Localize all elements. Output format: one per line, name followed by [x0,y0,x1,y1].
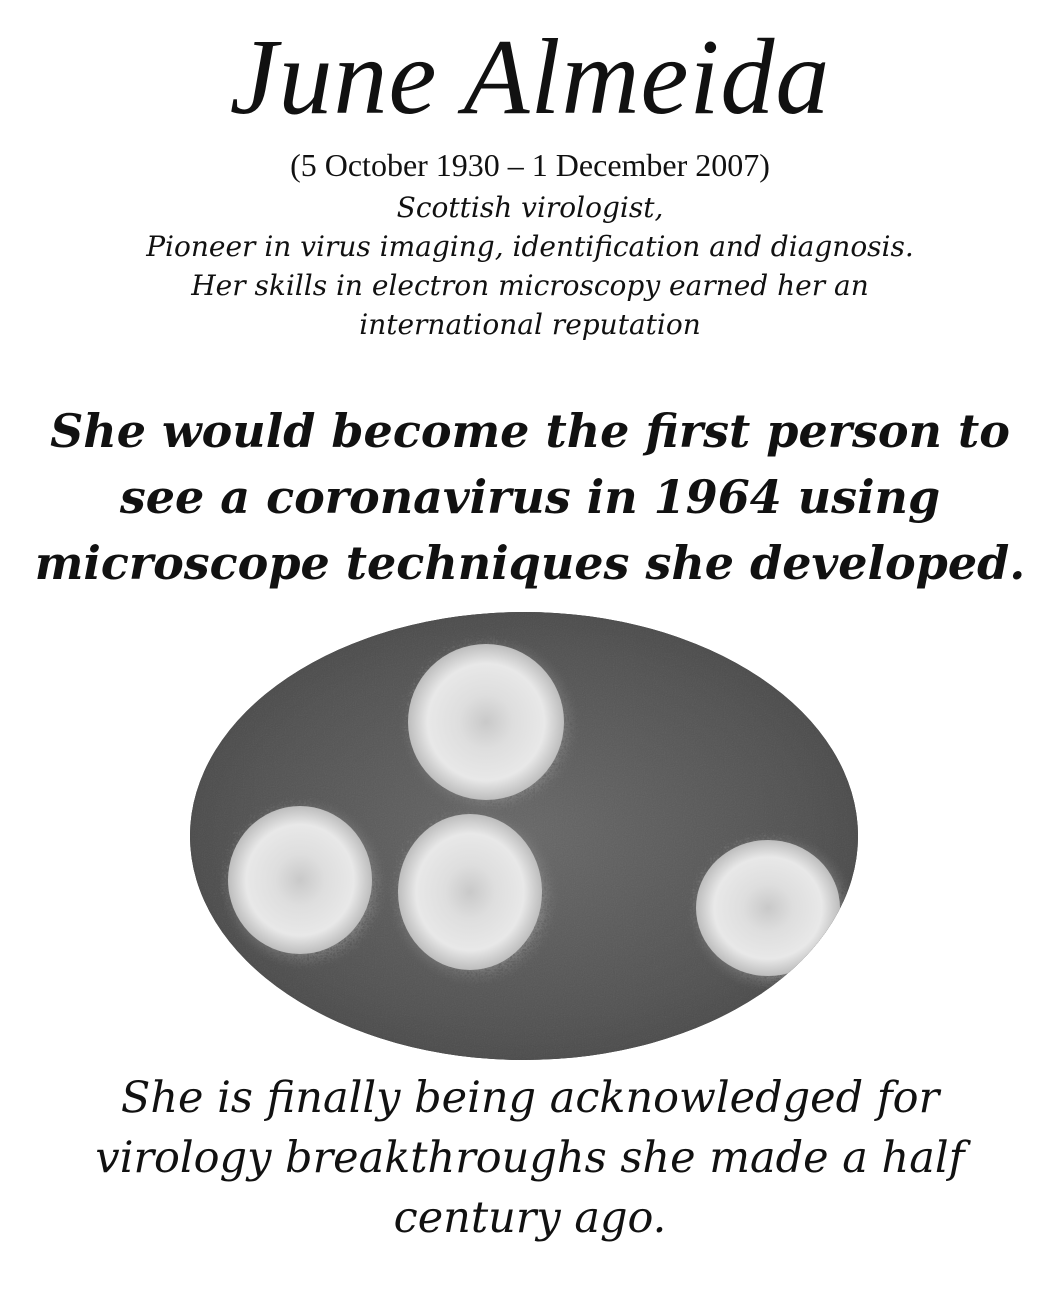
virion-center [384,802,556,982]
headline-block [0,398,1060,596]
virion-left [216,794,384,966]
bio-line: Her skills in electron microscopy earned her an [191,269,869,302]
virion-right [684,828,852,988]
coronavirus-micrograph [190,612,858,1060]
poster-title: June Almeida [229,18,831,137]
virion-top [396,632,576,812]
life-dates: (5 October 1930 – 1 December 2007) [290,147,770,183]
footer-line: She is finally being acknowledged for [120,1073,940,1123]
headline-line: microscope techniques she developed. [34,536,1026,590]
footer-line: virology breakthroughs she made a half [95,1133,965,1183]
headline-line: She would become the first person to [50,404,1010,458]
footer-line: century ago. [393,1193,667,1243]
footer-block [0,1068,1060,1248]
bio-line: international reputation [359,308,701,341]
bio-block [0,188,1060,344]
headline-line: see a coronavirus in 1964 using [119,470,941,524]
bio-line: Pioneer in virus imaging, identification and diagnosis. [146,230,914,263]
bio-line: Scottish virologist, [396,191,664,224]
